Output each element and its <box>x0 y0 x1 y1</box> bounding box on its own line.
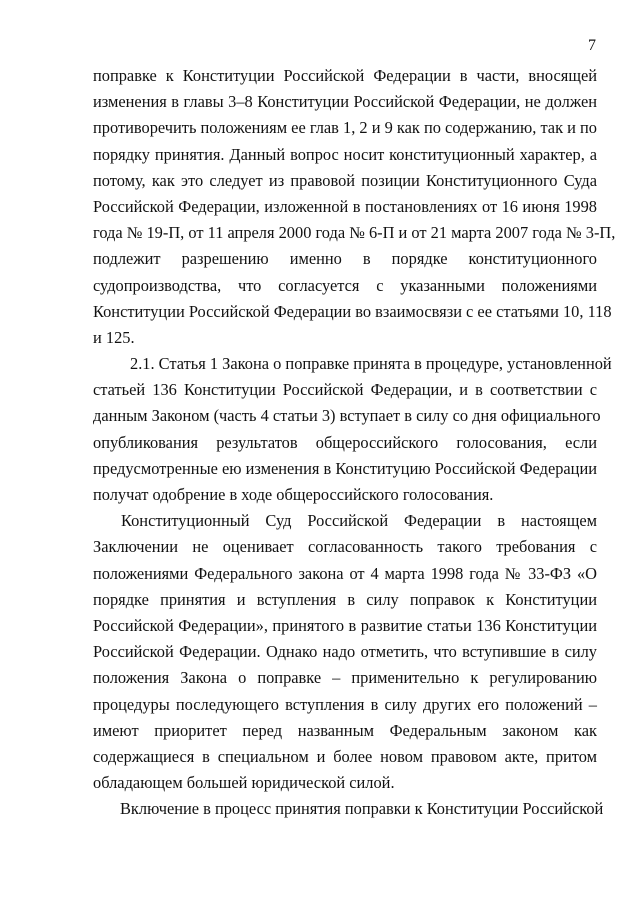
text-line: процедуры последующего вступления в силу других его положений – <box>93 694 597 714</box>
paragraph-2 <box>93 351 612 508</box>
text-line: поправке к Конституции Российской Федерации в части, вносящей <box>93 66 597 85</box>
text-line: имеют приоритет перед названным Федеральным законом как <box>93 720 597 740</box>
text-line: данным Законом (часть 4 статьи 3) вступает в силу со дня официального <box>93 406 601 426</box>
page-number: 7 <box>588 37 596 54</box>
text-line: Включение в процесс принятия поправки к Конституции Российской <box>120 799 604 819</box>
text-line: получат одобрение в ходе общероссийского голосования. <box>93 485 494 504</box>
text-line: порядку принятия. Данный вопрос носит конституционный характер, а <box>93 144 597 164</box>
text-line: Конституции Российской Федерации во взаимосвязи с ее статьями 10, 118 <box>93 301 612 321</box>
text-line: 2.1. Статья 1 Закона о поправке принята в процедуре, установленной <box>130 354 612 374</box>
text-line: подлежит разрешению именно в порядке конституционного <box>93 249 597 269</box>
text-line: и 125. <box>93 327 135 347</box>
text-line: предусмотренные ею изменения в Конституцию Российской Федерации <box>93 458 597 478</box>
text-line: противоречить положениям ее глав 1, 2 и 9 как по содержанию, так и по <box>93 118 597 138</box>
text-line: опубликования результатов общероссийского голосования, если <box>93 432 597 452</box>
text-line: Российской Федерации. Однако надо отметить, что вступившие в силу <box>93 642 597 662</box>
text-line: положения Закона о поправке – применительно к регулированию <box>93 668 597 688</box>
text-line: порядке принятия и вступления в силу поправок к Конституции <box>93 589 597 609</box>
paragraph-3 <box>93 508 597 796</box>
text-line: содержащиеся в специальном и более новом правовом акте, притом <box>93 746 597 766</box>
text-line: судопроизводства, что согласуется с указанными положениями <box>93 275 597 295</box>
document-body <box>93 63 616 822</box>
text-line: положениями Федерального закона от 4 марта 1998 года № 33-ФЗ «О <box>93 563 597 583</box>
text-line: Конституционный Суд Российской Федерации в настоящем <box>121 511 597 531</box>
paragraph-1 <box>93 63 616 351</box>
paragraph-4 <box>93 796 604 822</box>
text-line: обладающем большей юридической силой. <box>93 773 395 793</box>
text-line: Российской Федерации», принятого в развитие статьи 136 Конституции <box>93 615 597 635</box>
text-line: статьей 136 Конституции Российской Федерации, и в соответствии с <box>93 380 597 400</box>
text-line: года № 19-П, от 11 апреля 2000 года № 6-П и от 21 марта 2007 года № 3-П, <box>93 223 616 243</box>
text-line: потому, как это следует из правовой позиции Конституционного Суда <box>93 170 597 190</box>
text-line: Заключении не оценивает согласованность такого требования с <box>93 537 597 557</box>
text-line: изменения в главы 3–8 Конституции Российской Федерации, не должен <box>93 92 597 112</box>
text-line: Российской Федерации, изложенной в постановлениях от 16 июня 1998 <box>93 196 597 216</box>
